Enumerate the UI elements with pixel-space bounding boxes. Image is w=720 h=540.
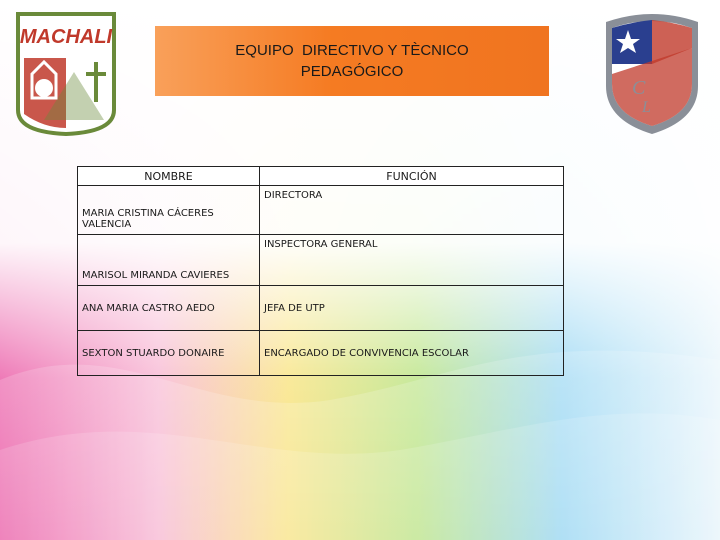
header-nombre: NOMBRE bbox=[78, 167, 260, 186]
table-header-row bbox=[78, 167, 564, 186]
svg-text:L: L bbox=[642, 99, 651, 116]
staff-table bbox=[77, 166, 564, 376]
staff-name: ANA MARIA CASTRO AEDO bbox=[78, 286, 260, 331]
staff-role: ENCARGADO DE CONVIVENCIA ESCOLAR bbox=[260, 331, 564, 376]
svg-text:C: C bbox=[632, 77, 646, 99]
title-line-1: EQUIPO DIRECTIVO Y TÈCNICO bbox=[235, 42, 469, 59]
staff-role: INSPECTORA GENERAL bbox=[260, 235, 564, 286]
staff-role: DIRECTORA bbox=[260, 186, 564, 235]
staff-role: JEFA DE UTP bbox=[260, 286, 564, 331]
table-row bbox=[78, 235, 564, 286]
table-row bbox=[78, 286, 564, 331]
machali-crest-icon bbox=[14, 10, 118, 136]
title-banner bbox=[155, 26, 549, 96]
staff-name: MARIA CRISTINA CÁCERES VALENCIA bbox=[78, 186, 260, 235]
title-line-2: PEDAGÓGICO bbox=[300, 63, 404, 80]
staff-name: MARISOL MIRANDA CAVIERES bbox=[78, 235, 260, 286]
crest-label: MACHALI bbox=[19, 26, 113, 48]
staff-name: SEXTON STUARDO DONAIRE bbox=[78, 331, 260, 376]
header-funcion: FUNCIÓN bbox=[260, 167, 564, 186]
table-row bbox=[78, 186, 564, 235]
school-shield-icon bbox=[598, 8, 706, 136]
table-row bbox=[78, 331, 564, 376]
